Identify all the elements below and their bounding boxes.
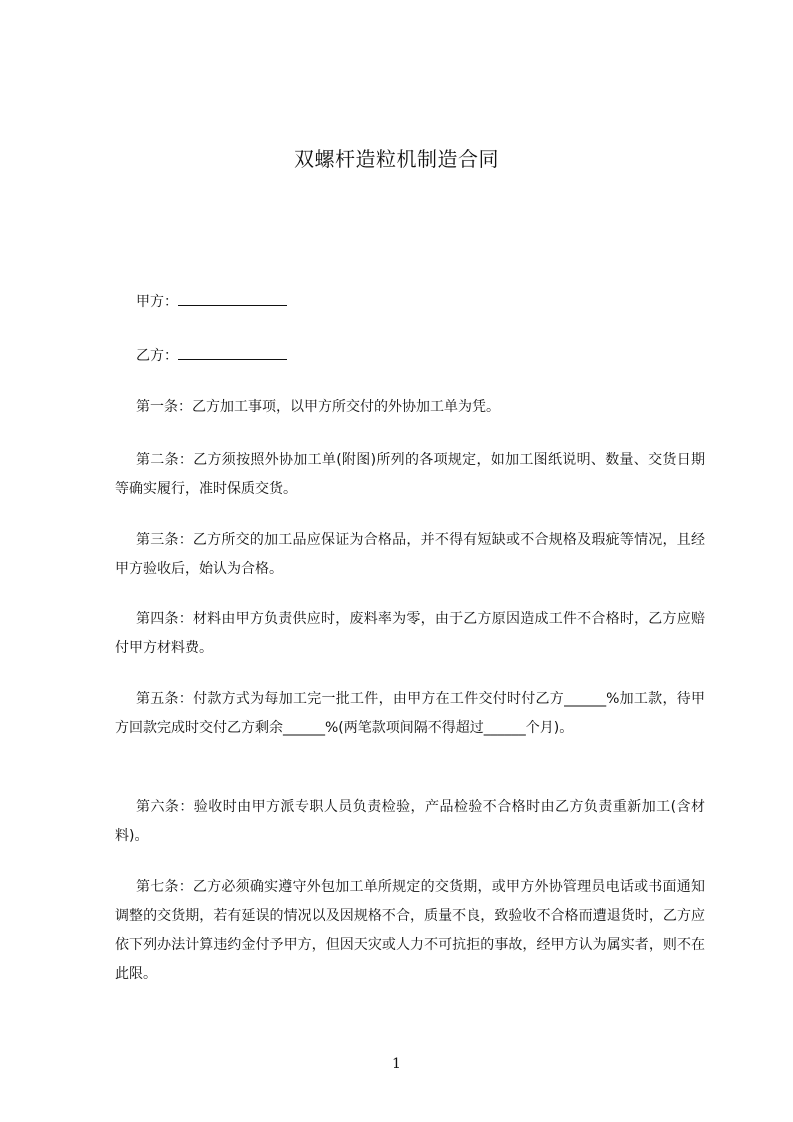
party-a-label: 甲方： <box>136 294 178 310</box>
party-a-line <box>136 292 287 310</box>
party-b-blank <box>178 346 287 360</box>
article-2: 第二条：乙方须按照外协加工单(附图)所列的各项规定，如加工图纸说明、数量、交货日期等确实履行，准时保质交货。 <box>115 452 705 497</box>
article-6: 第六条：验收时由甲方派专职人员负责检验，产品检验不合格时由乙方负责重新加工(含材料)。 <box>115 799 705 844</box>
article-1: 第一条：乙方加工事项，以甲方所交付的外协加工单为凭。 <box>136 399 500 415</box>
article-7: 第七条：乙方必须确实遵守外包加工单所规定的交货期，或甲方外协管理员电话或书面通知调整的交货期，若有延误的情况以及因规格不合，质量不良，致验收不合格而遭退货时，乙方应依下列办法计算违约金付予甲方，但因天灾或人力不可抗拒的事故，经甲方认为属实者，则不在此限。 <box>115 879 705 982</box>
article-3: 第三条：乙方所交的加工品应保证为合格品，并不得有短缺或不合规格及瑕疵等情况，且经甲方验收后，始认为合格。 <box>115 532 705 577</box>
article-4: 第四条：材料由甲方负责供应时，废料率为零，由于乙方原因造成工件不合格时，乙方应赔付甲方材料费。 <box>115 611 705 656</box>
article-5: 第五条：付款方式为每加工完一批工件，由甲方在工件交付时付乙方______%加工款，待甲方回款完成时交付乙方剩余______%(两笔款项间隔不得超过______个月)。 <box>115 691 705 736</box>
party-b-line <box>136 346 287 364</box>
contract-title: 双螺杆造粒机制造合同 <box>294 147 499 171</box>
page-number: 1 <box>392 1056 401 1072</box>
party-b-label: 乙方： <box>136 348 178 364</box>
party-a-blank <box>178 292 287 306</box>
